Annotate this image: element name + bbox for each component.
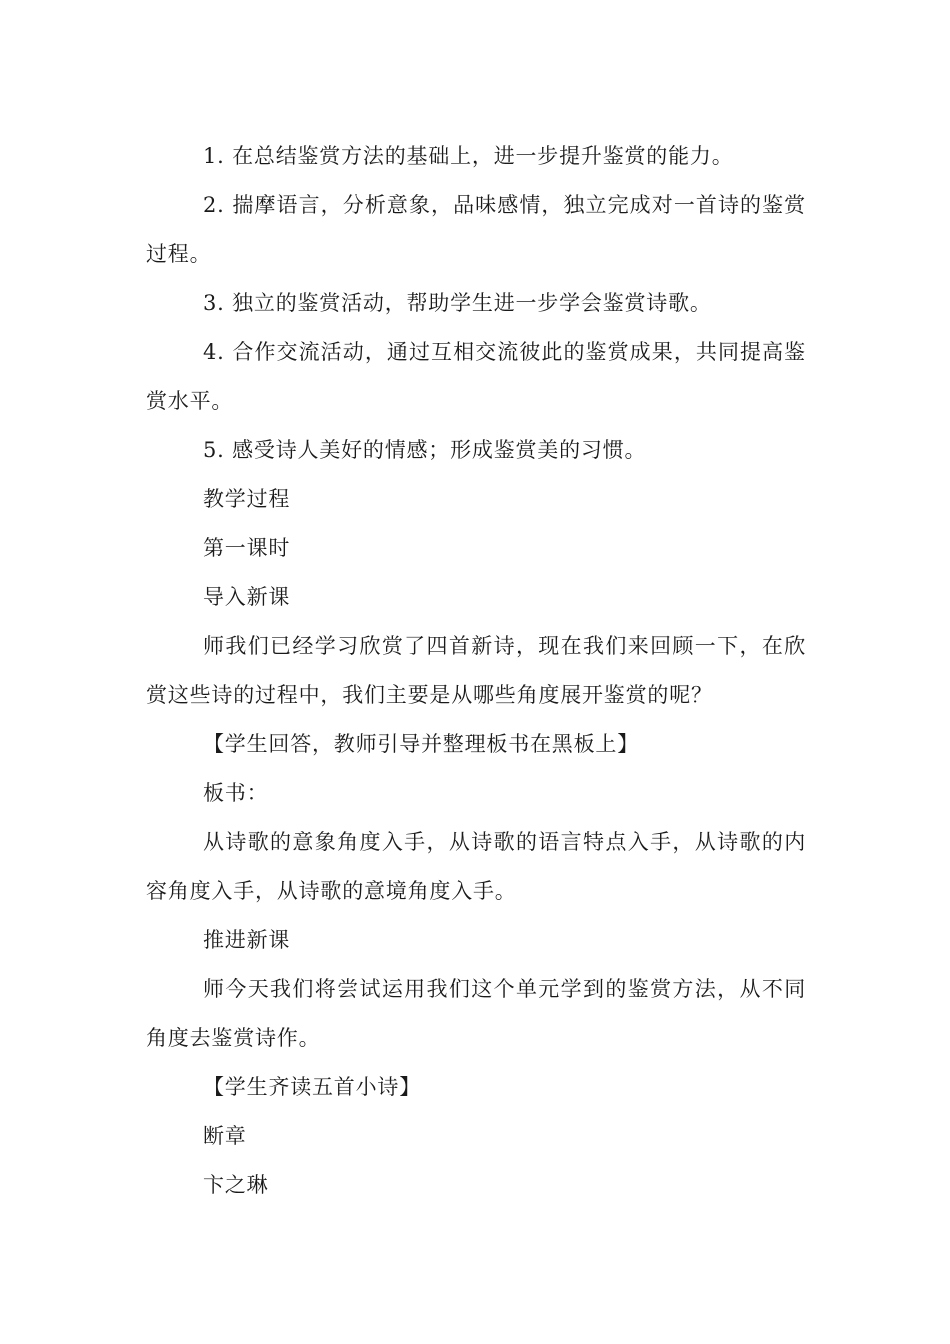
section-heading-intro: 导入新课 xyxy=(203,585,291,609)
section-heading-teaching-process: 教学过程 xyxy=(203,487,291,511)
objective-3: 3. 独立的鉴赏活动，帮助学生进一步学会鉴赏诗歌。 xyxy=(203,291,712,315)
poem-title: 断章 xyxy=(203,1124,247,1148)
objective-5: 5. 感受诗人美好的情感；形成鉴赏美的习惯。 xyxy=(203,438,647,462)
blackboard-label: 板书： xyxy=(203,781,269,805)
objective-1: 1. 在总结鉴赏方法的基础上，进一步提升鉴赏的能力。 xyxy=(203,144,734,168)
objective-2: 2. 揣摩语言，分析意象，品味感情，独立完成对一首诗的鉴赏过程。 xyxy=(146,193,806,266)
teacher-review-paragraph: 师我们已经学习欣赏了四首新诗，现在我们来回顾一下，在欣赏这些诗的过程中，我们主要是从哪些角度展开鉴赏的呢？ xyxy=(146,634,806,707)
section-heading-first-lesson: 第一课时 xyxy=(203,536,291,560)
document-body xyxy=(146,132,806,1210)
section-heading-advance: 推进新课 xyxy=(203,928,291,952)
poem-author: 卞之琳 xyxy=(203,1173,269,1197)
student-answer-note: 【学生回答，教师引导并整理板书在黑板上】 xyxy=(203,732,639,756)
objective-4: 4. 合作交流活动，通过互相交流彼此的鉴赏成果，共同提高鉴赏水平。 xyxy=(146,340,806,413)
blackboard-content: 从诗歌的意象角度入手，从诗歌的语言特点入手，从诗歌的内容角度入手，从诗歌的意境角度入手。 xyxy=(146,830,806,903)
teacher-today-paragraph: 师今天我们将尝试运用我们这个单元学到的鉴赏方法，从不同角度去鉴赏诗作。 xyxy=(146,977,806,1050)
students-read-note: 【学生齐读五首小诗】 xyxy=(203,1075,421,1099)
